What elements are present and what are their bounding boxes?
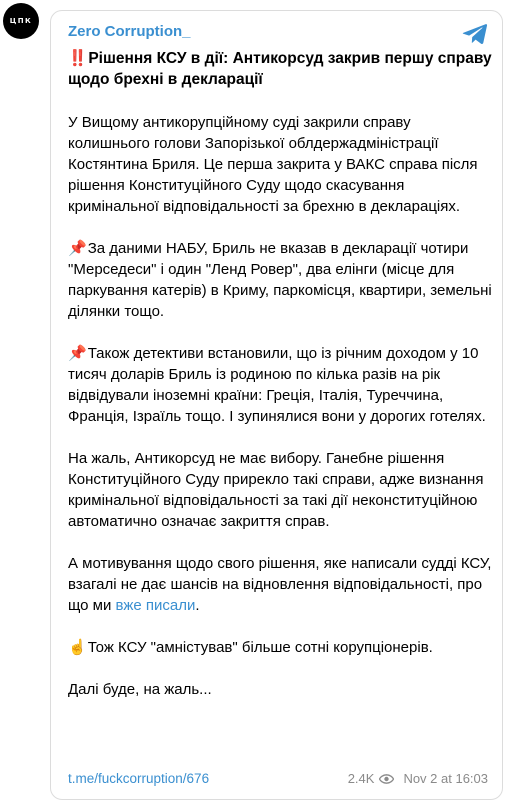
paragraph-6 (68, 637, 496, 658)
paragraph-4 (68, 448, 496, 532)
already-wrote-link[interactable]: вже писали (115, 597, 196, 614)
paragraph-text: За даними НАБУ, Бриль не вказав в декларації чотири "Мерседеси" і один "Ленд Ровер", два елінги (місце для паркування катерів) в Криму, паркомісця, квартири, земельні ділянки тощо. (68, 240, 492, 320)
paragraph-text: Тож КСУ "амністував" більше сотні корупціонерів. (87, 639, 433, 656)
telegram-icon[interactable] (462, 23, 488, 45)
channel-name[interactable]: Zero Corruption_ (68, 23, 191, 40)
paragraph-7 (68, 679, 496, 700)
post-headline (68, 48, 493, 90)
paragraph-text: У Вищому антикорупційному суді закрили справу колишнього голови Запорізької облдержадміністрації Костянтина Бриля. Це перша закрита у ВАКС справа після рішення Конституційного Суду щодо скасування кримінальної відповідальності за брехню в деклараціях. (68, 114, 478, 215)
post-meta (348, 771, 488, 786)
paragraph-text: Далі буде, на жаль... (68, 681, 212, 698)
paragraph-3 (68, 343, 496, 427)
telegram-post-card (50, 10, 503, 800)
channel-avatar[interactable] (3, 3, 39, 39)
double-exclamation-icon: ‼️ (68, 50, 86, 67)
avatar-text: ЦПК (9, 17, 33, 25)
post-timestamp[interactable]: Nov 2 at 16:03 (403, 771, 488, 786)
paragraph-5 (68, 553, 496, 616)
view-count: 2.4K (347, 771, 375, 786)
pushpin-icon: 📌 (68, 240, 87, 257)
post-permalink[interactable]: t.me/fuckcorruption/676 (68, 771, 210, 786)
paragraph-end: . (195, 597, 200, 614)
paragraph-text: На жаль, Антикорсуд не має вибору. Ганебне рішення Конституційного Суду прирекло такі справи, адже визнання кримінальної відповідальності за такі дії неконституційною автоматично означає закриття справ. (68, 450, 484, 530)
paragraph-1 (68, 112, 496, 217)
pointing-up-icon: ☝️ (68, 639, 87, 656)
paragraph-text: А мотивування щодо свого рішення, яке написали судді КСУ, взагалі не дає шансів на відновлення відповідальності, про що ми (68, 555, 492, 614)
paragraph-2 (68, 238, 496, 322)
post-body (68, 112, 496, 700)
paragraph-text: Також детективи встановили, що із річним доходом у 10 тисяч доларів Бриль із родиною по кілька разів на рік відвідували іноземні країни: Греція, Італія, Туреччина, Франція, Ізраїль тощо. І зупинялися вони у дорогих готелях. (68, 345, 486, 425)
pushpin-icon: 📌 (68, 345, 87, 362)
headline-text: Рішення КСУ в дії: Антикорсуд закрив першу справу щодо брехні в декларації (68, 50, 492, 88)
eye-icon (379, 774, 394, 784)
